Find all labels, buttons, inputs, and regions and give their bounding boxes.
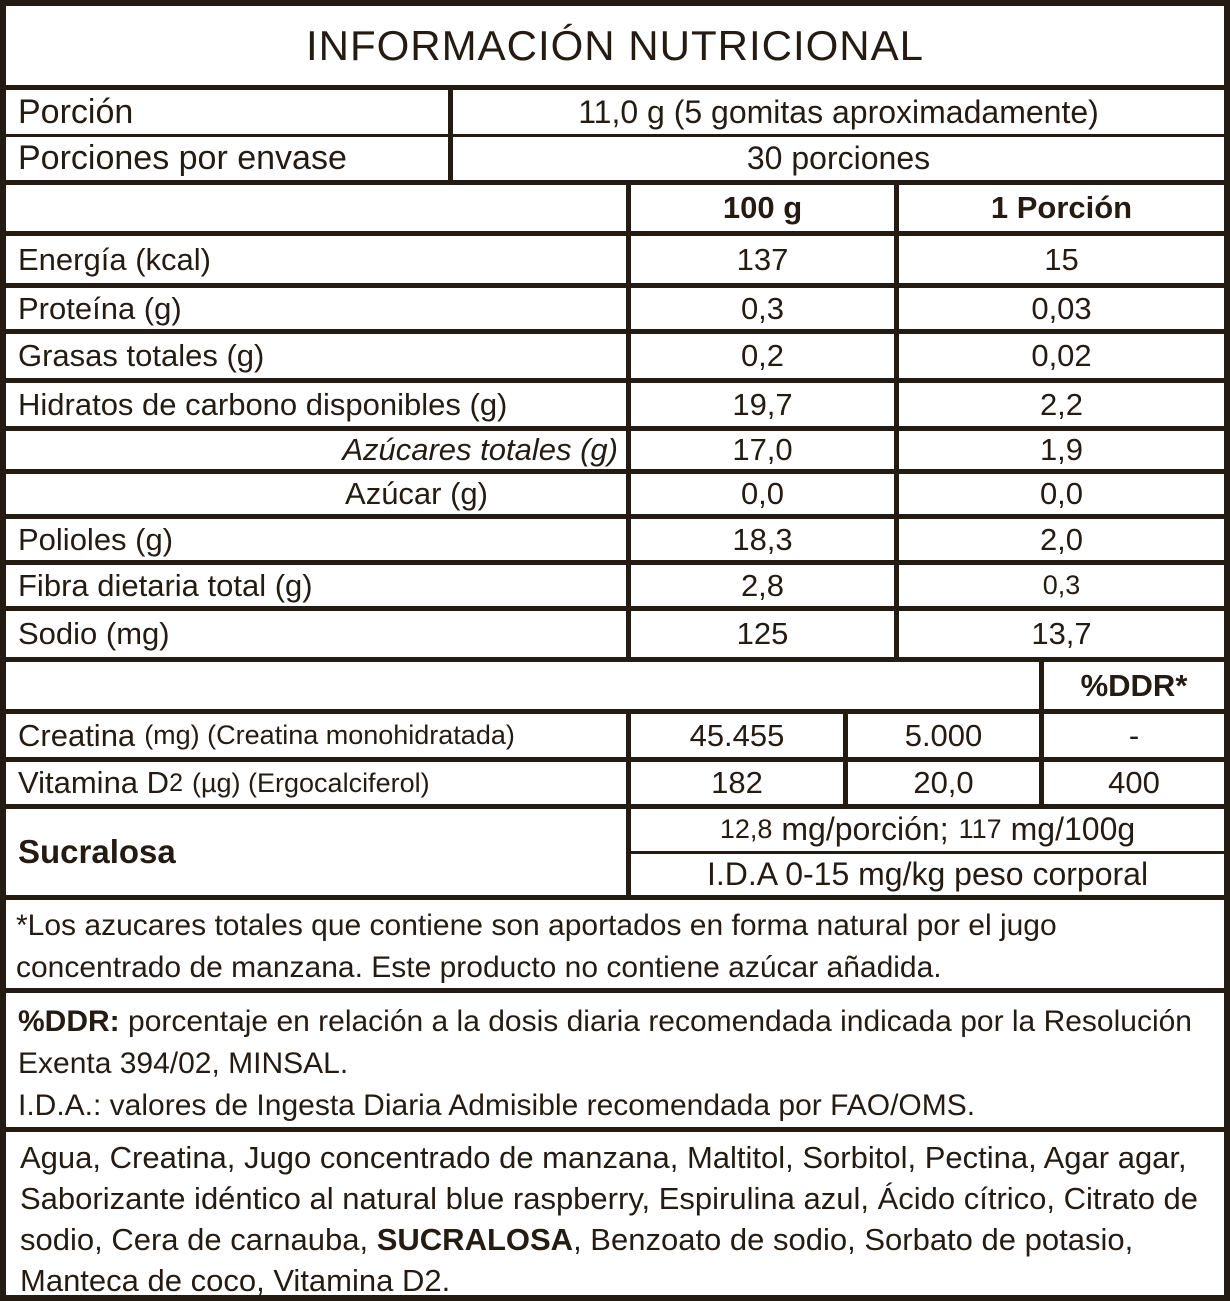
column-header-row: [6, 180, 1224, 231]
nutrient-per-serving: 0,0: [894, 474, 1224, 514]
supplement-per100: 182: [626, 762, 843, 804]
serving-size-value: 11,0 g (5 gomitas aproximadamente): [448, 90, 1224, 134]
nutrient-label: Proteína (g): [18, 290, 182, 326]
sugar-footnote-text: *Los azucares totales que contiene son aportados en forma natural por el jugo concentrado de manzana. Este producto no contiene azúcar añadida.: [16, 909, 1057, 984]
ddr-note-term: %DDR:: [18, 1005, 120, 1038]
nutrient-per100: 19,7: [626, 383, 894, 426]
ddr-header-row: [6, 657, 1224, 709]
table-row-creatina: [6, 709, 1224, 757]
ingredients-text: [20, 1137, 1208, 1301]
sugar-footnote: [6, 895, 1224, 988]
nutrient-per100: 2,8: [626, 565, 894, 606]
sucralosa-ida-line: I.D.A 0-15 mg/kg peso corporal: [631, 851, 1224, 895]
supplement-detail: (µg) (Ergocalciferol): [191, 767, 430, 798]
nutrient-per100: 0,3: [626, 288, 894, 329]
supplement-label: [6, 714, 626, 757]
sucralosa-unit-per-serving: mg/porción;: [781, 811, 949, 848]
sucralosa-amount-per-100g: 117: [958, 814, 1002, 845]
table-row-polioles: [6, 514, 1224, 560]
ingredients-list: [6, 1127, 1224, 1301]
ingredients-after: , Benzoato de sodio, Sorbato de potasio, Manteca de coco, Vitamina D2.: [20, 1222, 1134, 1298]
nutrient-per-serving: 15: [894, 236, 1224, 283]
nutrient-per-serving: 2,2: [894, 383, 1224, 426]
sucralosa-amounts-line: [631, 809, 1224, 851]
sucralosa-values: [626, 809, 1224, 895]
nutrient-per100: 137: [626, 236, 894, 283]
supplement-name: Vitamina D: [18, 765, 170, 800]
supplement-per100: 45.455: [626, 714, 843, 757]
nutrient-per100: 0,2: [626, 334, 894, 378]
nutrient-per-serving: 2,0: [894, 519, 1224, 560]
table-row-azucares-totales: [6, 426, 1224, 469]
nutrient-per-serving: 0,02: [894, 334, 1224, 378]
nutrient-label: Energía (kcal): [18, 241, 211, 277]
sucralosa-label: Sucralosa: [18, 833, 176, 870]
table-row-hidratos: [6, 378, 1224, 426]
ddr-note: [18, 1001, 1210, 1085]
ddr-ida-notes: [6, 988, 1224, 1127]
column-header-porcion: 1 Porción: [894, 185, 1224, 231]
table-row-grasas: [6, 329, 1224, 378]
nutrient-label: Azúcar (g): [345, 476, 488, 511]
ida-note: [18, 1085, 1210, 1127]
ddr-note-text: porcentaje en relación a la dosis diaria recomendada indicada por la Resolución Exenta 394/02, MINSAL.: [18, 1005, 1192, 1080]
nutrient-per100: 0,0: [626, 474, 894, 514]
table-row-sodio: [6, 606, 1224, 657]
supplement-label: [6, 762, 626, 804]
table-row-vitamina-d2: [6, 757, 1224, 804]
table-row-azucar: [6, 469, 1224, 514]
table-row-fibra: [6, 560, 1224, 606]
nutrient-per-serving: 0,03: [894, 288, 1224, 329]
nutrient-label: Polioles (g): [18, 521, 174, 557]
nutrient-per100: 125: [626, 611, 894, 657]
nutrient-per100: 18,3: [626, 519, 894, 560]
supplement-ddr: -: [1039, 714, 1224, 757]
title-row: [6, 6, 1224, 85]
nutrient-label: Fibra dietaria total (g): [18, 567, 313, 603]
sucralosa-amount-per-serving: 12,8: [719, 814, 773, 845]
table-row-energia: [6, 231, 1224, 283]
sucralosa-unit-per-100g: mg/100g: [1010, 811, 1136, 848]
nutrient-label: Sodio (mg): [18, 616, 170, 651]
servings-per-container-row: [6, 134, 1224, 180]
sucralosa-row: [6, 804, 1224, 895]
supplement-detail: (mg) (Creatina monohidratada): [144, 720, 515, 750]
column-header-100g: 100 g: [626, 185, 894, 231]
nutrient-per-serving: 1,9: [894, 431, 1224, 469]
ddr-column-header: %DDR*: [1039, 662, 1224, 709]
nutrient-per100: 17,0: [626, 431, 894, 469]
nutrient-label: Hidratos de carbono disponibles (g): [18, 386, 508, 422]
ida-note-text: I.D.A.: valores de Ingesta Diaria Admisible recomendada por FAO/OMS.: [18, 1089, 976, 1122]
nutrient-per-serving: 13,7: [894, 611, 1224, 657]
serving-size-label: Porción: [18, 92, 134, 131]
page-title: INFORMACIÓN NUTRICIONAL: [305, 21, 924, 69]
nutrient-label: Azúcares totales (g): [342, 432, 618, 467]
nutrient-per-serving: 0,3: [894, 565, 1224, 606]
ddr-header-spacer: [6, 662, 1039, 709]
supplement-ddr: 400: [1039, 762, 1224, 804]
supplement-per-serving: 20,0: [843, 762, 1039, 804]
nutrient-label: Grasas totales (g): [18, 338, 265, 373]
column-header-spacer: [6, 185, 626, 231]
table-row-proteina: [6, 283, 1224, 329]
serving-size-row: [6, 85, 1224, 134]
servings-per-container-value: 30 porciones: [448, 137, 1224, 180]
ingredients-sucralosa: SUCRALOSA: [376, 1222, 574, 1257]
servings-per-container-label: Porciones por envase: [18, 139, 347, 177]
supplement-name: Creatina: [18, 717, 136, 753]
ingredients-before: Agua, Creatina, Jugo concentrado de manzana, Maltitol, Sorbitol, Pectina, Agar agar, Saborizante idéntico al natural blue raspberry, Espirulina azul, Ácido cítrico, Citrato de sodio, Cera de carnauba,: [20, 1140, 1199, 1257]
supplement-name-suffix: 2: [169, 768, 183, 797]
supplement-per-serving: 5.000: [843, 714, 1039, 757]
